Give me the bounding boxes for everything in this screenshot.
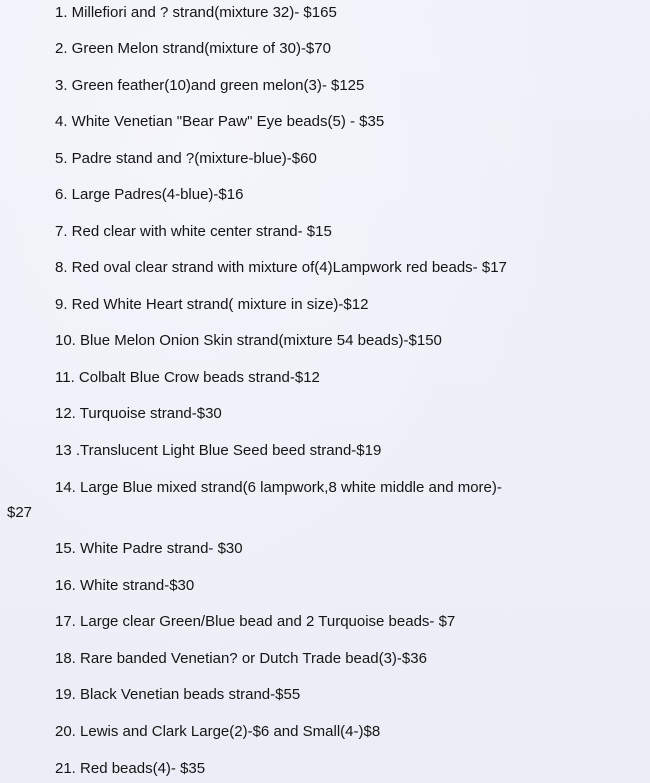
list-item-6: 6. Large Padres(4-blue)-$16 xyxy=(55,186,244,203)
list-item-9: 9. Red White Heart strand( mixture in size)-$12 xyxy=(55,296,369,313)
list-item-19: 19. Black Venetian beads strand-$55 xyxy=(55,686,301,703)
list-item-10: 10. Blue Melon Onion Skin strand(mixture 54 beads)-$150 xyxy=(55,332,442,349)
list-item-11: 11. Colbalt Blue Crow beads strand-$12 xyxy=(55,369,320,386)
list-item-4: 4. White Venetian "Bear Paw" Eye beads(5) - $35 xyxy=(55,113,385,130)
list-item-8: 8. Red oval clear strand with mixture of(4)Lampwork red beads- $17 xyxy=(55,259,507,276)
list-item-12: 12. Turquoise strand-$30 xyxy=(55,405,222,422)
list-item-16: 16. White strand-$30 xyxy=(55,577,195,594)
list-item-14: 14. Large Blue mixed strand(6 lampwork,8 white middle and more)- xyxy=(55,479,502,496)
list-item-14-continuation: $27 xyxy=(7,504,33,521)
list-item-17: 17. Large clear Green/Blue bead and 2 Turquoise beads- $7 xyxy=(55,613,456,630)
list-item-1: 1. Millefiori and ? strand(mixture 32)- $165 xyxy=(55,4,337,21)
list-item-21: 21. Red beads(4)- $35 xyxy=(55,760,206,777)
list-item-13: 13 .Translucent Light Blue Seed beed strand-$19 xyxy=(55,442,382,459)
list-item-5: 5. Padre stand and ?(mixture-blue)-$60 xyxy=(55,150,317,167)
list-item-7: 7. Red clear with white center strand- $15 xyxy=(55,223,332,240)
list-item-15: 15. White Padre strand- $30 xyxy=(55,540,243,557)
list-item-3: 3. Green feather(10)and green melon(3)- $125 xyxy=(55,77,365,94)
list-item-2: 2. Green Melon strand(mixture of 30)-$70 xyxy=(55,40,331,57)
list-item-20: 20. Lewis and Clark Large(2)-$6 and Small(4-)$8 xyxy=(55,723,381,740)
list-item-18: 18. Rare banded Venetian? or Dutch Trade bead(3)-$36 xyxy=(55,650,427,667)
